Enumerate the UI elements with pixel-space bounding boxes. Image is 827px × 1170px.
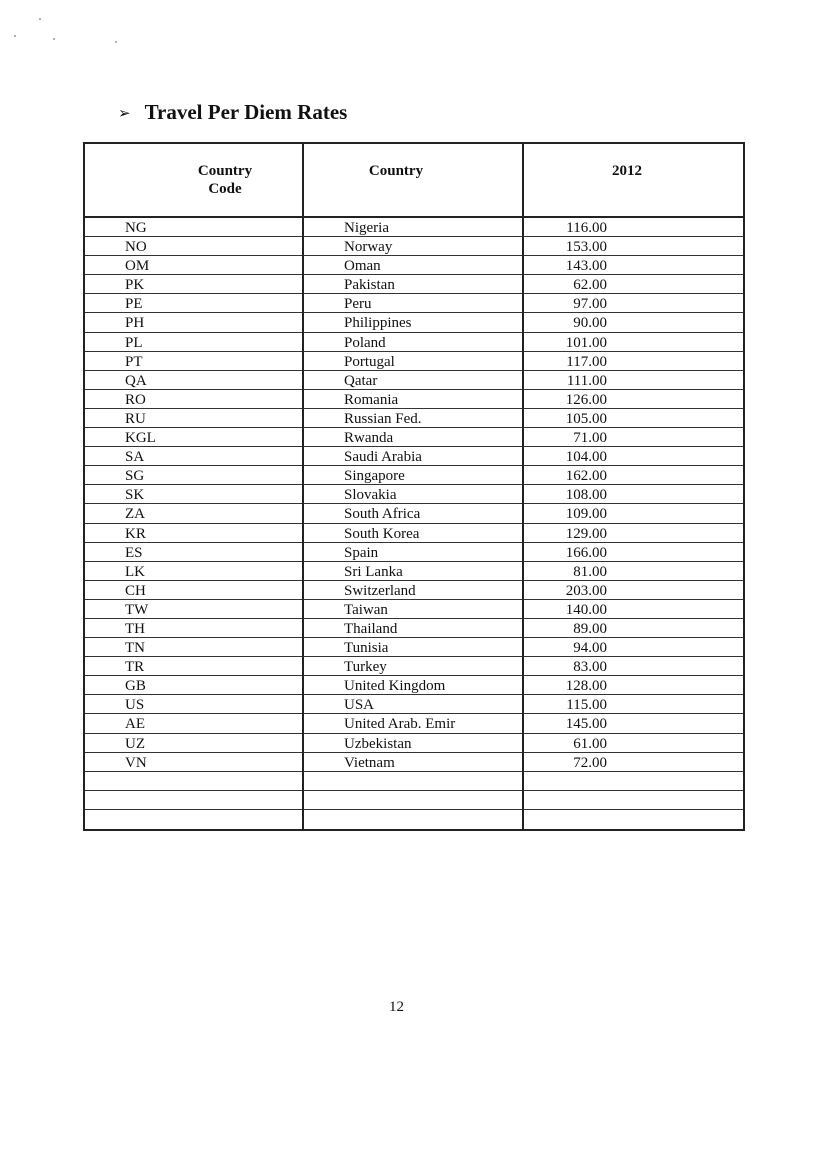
cell-rate-2012: 153.00 [565, 239, 607, 256]
cell-rate-2012: 105.00 [565, 410, 607, 427]
table-row [83, 810, 745, 829]
cell-country-name: Philippines [344, 315, 412, 332]
cell-country-code: AE [125, 716, 145, 733]
cell-rate-2012: 97.00 [573, 296, 607, 313]
cell-rate-2012: 126.00 [565, 391, 607, 408]
cell-rate-2012: 166.00 [565, 544, 607, 561]
cell-country-code: NG [125, 220, 147, 236]
cell-country-name: Thailand [344, 620, 398, 637]
table-row [83, 676, 745, 695]
table-body [83, 218, 745, 829]
table-row [83, 543, 745, 562]
scan-speck [14, 35, 16, 37]
table-row [83, 447, 745, 466]
cell-rate-2012: 89.00 [573, 620, 607, 637]
scan-speck [115, 41, 117, 43]
cell-country-code: NO [125, 239, 147, 256]
cell-country-code: RU [125, 410, 146, 427]
cell-country-code: GB [125, 678, 146, 695]
cell-rate-2012: 116.00 [566, 220, 607, 236]
table-row [83, 294, 745, 313]
cell-country-name: USA [344, 697, 375, 714]
cell-country-name: Sri Lanka [344, 563, 403, 580]
table-row [83, 581, 745, 600]
cell-country-code: US [125, 697, 145, 714]
table-row [83, 237, 745, 256]
cell-country-code: TH [125, 620, 145, 637]
cell-country-name: Rwanda [344, 430, 394, 447]
cell-rate-2012: 83.00 [573, 659, 607, 676]
cell-country-name: Qatar [344, 372, 378, 389]
cell-country-name: United Arab. Emir [344, 716, 456, 733]
cell-country-code: PE [125, 296, 143, 313]
cell-rate-2012: 94.00 [573, 640, 607, 657]
table-row [83, 695, 745, 714]
page-number: 12 [389, 999, 404, 1015]
cell-rate-2012: 117.00 [566, 353, 607, 370]
cell-country-name: South Korea [344, 525, 420, 542]
cell-country-name: Russian Fed. [344, 410, 422, 427]
cell-rate-2012: 162.00 [565, 468, 607, 485]
table-row [83, 638, 745, 657]
table-row [83, 218, 745, 237]
header-country-code: Country Code [197, 163, 253, 197]
table-row [83, 504, 745, 523]
table-row [83, 772, 745, 791]
table-row [83, 313, 745, 332]
table-row [83, 657, 745, 676]
cell-rate-2012: 109.00 [565, 506, 607, 523]
table-row [83, 256, 745, 275]
cell-country-name: Tunisia [344, 640, 389, 657]
column-divider [302, 142, 304, 831]
cell-rate-2012: 145.00 [565, 716, 607, 733]
cell-country-code: UZ [125, 735, 145, 752]
cell-country-name: Peru [344, 296, 372, 313]
cell-rate-2012: 143.00 [565, 258, 607, 275]
header-country: Country [368, 163, 424, 179]
cell-country-code: PL [125, 334, 143, 351]
table-row [83, 600, 745, 619]
cell-country-code: SG [125, 468, 145, 485]
table-row [83, 714, 745, 733]
table-row [83, 753, 745, 772]
cell-rate-2012: 90.00 [573, 315, 607, 332]
section-title: Travel Per Diem Rates [144, 99, 348, 124]
scan-speck [53, 38, 55, 40]
cell-rate-2012: 62.00 [573, 277, 607, 294]
cell-country-code: TW [125, 601, 149, 618]
cell-country-code: ES [125, 544, 143, 561]
table-row [83, 275, 745, 294]
cell-country-name: Switzerland [344, 582, 416, 599]
cell-rate-2012: 101.00 [565, 334, 607, 351]
column-divider [522, 142, 524, 831]
cell-rate-2012: 140.00 [565, 601, 607, 618]
cell-rate-2012: 111.00 [566, 372, 607, 389]
table-row [83, 390, 745, 409]
table-row [83, 791, 745, 810]
cell-rate-2012: 129.00 [565, 525, 607, 542]
table-row [83, 352, 745, 371]
cell-country-code: KGL [125, 430, 156, 447]
cell-country-name: Saudi Arabia [344, 449, 422, 466]
table-row [83, 371, 745, 390]
scan-speck [39, 18, 41, 20]
cell-country-name: Pakistan [344, 277, 395, 294]
cell-country-name: Taiwan [344, 601, 388, 618]
table-row [83, 466, 745, 485]
cell-country-code: PT [125, 353, 143, 370]
cell-country-name: Oman [344, 258, 381, 275]
cell-country-name: Norway [344, 239, 393, 256]
cell-country-code: QA [125, 372, 147, 389]
cell-country-name: Nigeria [344, 220, 389, 236]
cell-country-code: VN [125, 754, 147, 771]
cell-rate-2012: 71.00 [573, 430, 607, 447]
cell-country-name: Poland [344, 334, 386, 351]
cell-country-code: PH [125, 315, 145, 332]
cell-country-code: TN [125, 640, 145, 657]
table-row [83, 485, 745, 504]
per-diem-table [83, 142, 745, 831]
cell-country-name: Vietnam [344, 754, 395, 771]
table-row [83, 333, 745, 352]
cell-country-code: CH [125, 582, 146, 599]
cell-country-code: SA [125, 449, 145, 466]
cell-country-name: United Kingdom [344, 678, 446, 695]
cell-rate-2012: 203.00 [565, 582, 607, 599]
cell-country-name: Uzbekistan [344, 735, 412, 752]
cell-country-code: KR [125, 525, 146, 542]
cell-country-name: Slovakia [344, 487, 397, 504]
cell-country-name: Spain [344, 544, 379, 561]
cell-rate-2012: 108.00 [565, 487, 607, 504]
cell-country-code: TR [125, 659, 145, 676]
cell-country-code: ZA [125, 506, 145, 523]
cell-rate-2012: 61.00 [573, 735, 607, 752]
table-row [83, 428, 745, 447]
cell-country-code: PK [125, 277, 145, 294]
table-row [83, 562, 745, 581]
section-heading [118, 98, 347, 126]
header-year: 2012 [612, 163, 642, 179]
table-row [83, 619, 745, 638]
table-row [83, 409, 745, 428]
cell-rate-2012: 104.00 [565, 449, 607, 466]
cell-rate-2012: 115.00 [566, 697, 607, 714]
cell-country-code: RO [125, 391, 146, 408]
cell-rate-2012: 128.00 [565, 678, 607, 695]
cell-rate-2012: 81.00 [573, 563, 607, 580]
table-row [83, 524, 745, 543]
cell-country-name: Portugal [344, 353, 395, 370]
table-row [83, 734, 745, 753]
cell-country-name: South Africa [344, 506, 421, 523]
cell-country-name: Turkey [344, 659, 387, 676]
cell-country-name: Romania [344, 391, 399, 408]
cell-country-name: Singapore [344, 468, 405, 485]
arrow-bullet-icon: ➢ [118, 103, 131, 122]
cell-country-code: OM [125, 258, 150, 275]
cell-country-code: LK [125, 563, 145, 580]
cell-country-code: SK [125, 487, 145, 504]
cell-rate-2012: 72.00 [573, 754, 607, 771]
